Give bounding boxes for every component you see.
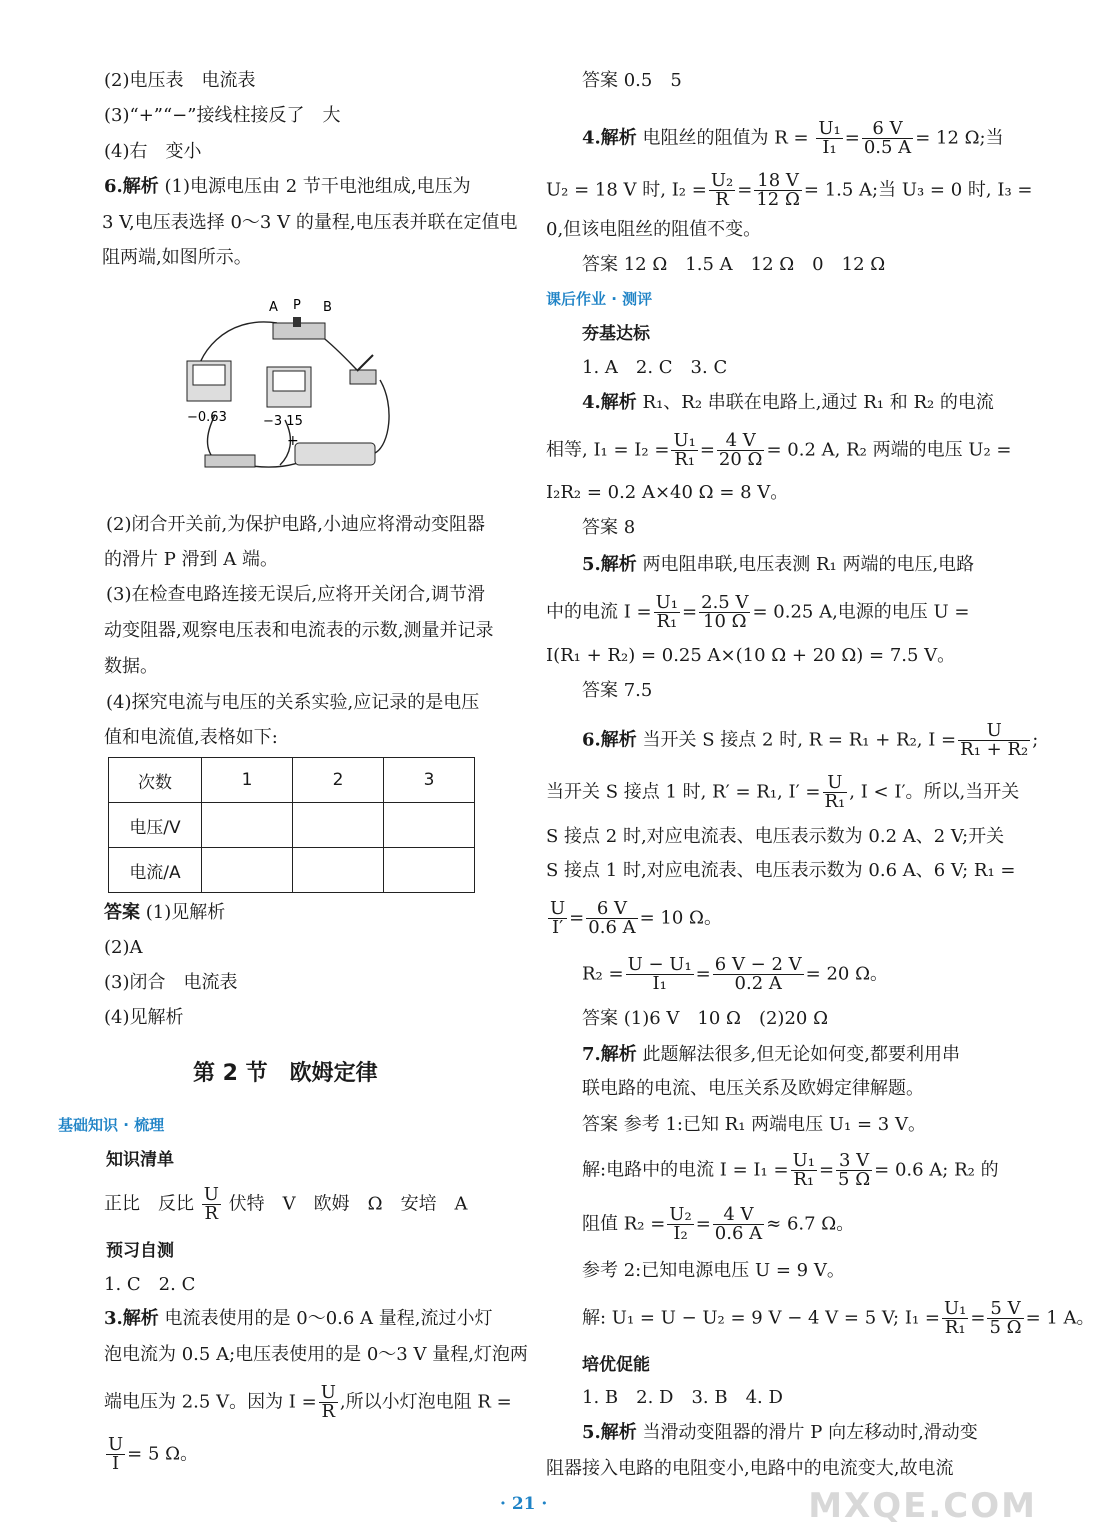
table-cell bbox=[293, 848, 384, 893]
table-cell: 3 bbox=[384, 758, 475, 803]
text-line: 4.解析 R₁、R₂ 串联在电路上,通过 R₁ 和 R₂ 的电流 bbox=[582, 392, 994, 413]
table-cell bbox=[384, 803, 475, 848]
analysis-tag: 解析 bbox=[122, 176, 159, 197]
text-line: S 接点 1 时,对应电流表、电压表示数为 0.6 A、6 V; R₁ = bbox=[546, 860, 1016, 881]
label-A: A bbox=[269, 300, 278, 315]
text-line: 阻两端,如图所示。 bbox=[102, 247, 252, 268]
label-P: P bbox=[293, 298, 301, 313]
text-line: 7.解析 此题解法很多,但无论如何变,都要利用串 bbox=[582, 1044, 960, 1065]
text-line: 数据。 bbox=[104, 656, 158, 677]
table-cell bbox=[202, 803, 293, 848]
answer-tag: 答案 bbox=[104, 902, 140, 923]
ammeter-terminals: −0.63 bbox=[187, 410, 227, 425]
text-line: (4)探究电流与电压的关系实验,应记录的是电压 bbox=[106, 692, 480, 713]
text-line: 解: U₁ = U − U₂ = 9 V − 4 V = 5 V; I₁ = $\frac{\text{U₁}}{\text{R₁}}$ = $\frac{5 V}{5 \Omega}$ = 1 A。 bbox=[582, 1298, 1095, 1338]
text-line: 阻器接入电路的电阻变小,电路中的电流变大,故电流 bbox=[546, 1458, 954, 1479]
answer-line: 答案 8 bbox=[582, 517, 636, 538]
section-label: 基础知识 · 梳理 bbox=[58, 1116, 165, 1134]
text-line: 4.解析 电阻丝的阻值为 R = $\frac{\text{U₁}}{\text{I₁}}$ = $\frac{6 V}{0.5 A}$ = 12 Ω;当 bbox=[582, 118, 1004, 158]
answer-line: 1. C 2. C bbox=[104, 1274, 196, 1295]
table-cell: 电压/V bbox=[109, 803, 202, 848]
text-line: (2)电压表 电流表 bbox=[104, 70, 256, 91]
text-line: 端电压为 2.5 V。因为 I = $\frac{U}{R}$ ,所以小灯泡电阻 R = bbox=[104, 1382, 512, 1422]
circuit-diagram bbox=[185, 295, 405, 480]
text-line: 值和电流值,表格如下: bbox=[104, 727, 278, 748]
answer-line: 答案 12 Ω 1.5 A 12 Ω 0 12 Ω bbox=[582, 254, 886, 275]
answer-line: (2)A bbox=[104, 937, 143, 958]
question-number: 6. bbox=[104, 176, 123, 197]
text-line: $\frac{U}{I}$ = 5 Ω。 bbox=[108, 1434, 199, 1474]
answer-line: 答案 7.5 bbox=[582, 680, 653, 701]
section-label: 课后作业 · 测评 bbox=[546, 290, 653, 308]
text-line: U₂ = 18 V 时, I₂ = $\frac{\text{U₂}}{R}$ = $\frac{18 V}{12 \Omega}$ = 1.5 A;当 U₃ = 0 时, I₃ = bbox=[546, 170, 1033, 210]
q3-line: 3.解析 电流表使用的是 0～0.6 A 量程,流过小灯 bbox=[104, 1308, 493, 1329]
table-cell: 电流/A bbox=[109, 848, 202, 893]
text-line: 参考 2:已知电源电压 U = 9 V。 bbox=[582, 1260, 845, 1281]
table-cell bbox=[293, 803, 384, 848]
answer-line: (3)闭合 电流表 bbox=[104, 972, 238, 993]
text-line: 5.解析 当滑动变阻器的滑片 P 向左移动时,滑动变 bbox=[582, 1422, 978, 1443]
table-row bbox=[109, 848, 475, 893]
answer-line: 1. B 2. D 3. B 4. D bbox=[582, 1387, 783, 1408]
answer-line: 答案 0.5 5 bbox=[582, 70, 682, 91]
answer-line: 答案 (1)6 V 10 Ω (2)20 Ω bbox=[582, 1008, 828, 1029]
resistor bbox=[205, 455, 255, 467]
answer-line: 1. A 2. C 3. C bbox=[582, 357, 728, 378]
battery-plus: + bbox=[287, 433, 299, 449]
q6-line: 6.解析 (1)电源电压由 2 节干电池组成,电压为 bbox=[104, 176, 471, 197]
table-cell: 1 bbox=[202, 758, 293, 803]
text-line: 的滑片 P 滑到 A 端。 bbox=[104, 549, 278, 570]
voltmeter-terminals: −3 15 bbox=[263, 414, 303, 429]
answer-line: 答案 (1)见解析 bbox=[104, 902, 226, 923]
subsection-label: 预习自测 bbox=[106, 1241, 174, 1261]
answer-line: (4)见解析 bbox=[104, 1007, 184, 1028]
battery bbox=[295, 443, 375, 465]
answer-line: 答案 参考 1:已知 R₁ 两端电压 U₁ = 3 V。 bbox=[582, 1114, 926, 1135]
text-line: 中的电流 I = $\frac{\text{U₁}}{\text{R₁}}$ = $\frac{2.5 V}{10 \Omega}$ = 0.25 A,电源的电压 U = bbox=[546, 592, 970, 632]
switch bbox=[350, 370, 376, 384]
text-line: R₂ = $\frac{\text{U − U₁}}{\text{I₁}}$ = $\frac{6 V - 2 V}{0.2 A}$ = 20 Ω。 bbox=[582, 954, 888, 994]
fraction: $\frac{U}{R}$ bbox=[203, 1184, 219, 1224]
knowledge-line: 正比 反比 $\frac{U}{R}$ 伏特 V 欧姆 Ω 安培 A bbox=[104, 1184, 468, 1224]
table-row bbox=[109, 803, 475, 848]
watermark: MXQE.COM bbox=[808, 1486, 1037, 1526]
text-line: 联电路的电流、电压关系及欧姆定律解题。 bbox=[582, 1078, 924, 1099]
text-line: 泡电流为 0.5 A;电压表使用的是 0～3 V 量程,灯泡两 bbox=[104, 1344, 528, 1365]
subsection-label: 培优促能 bbox=[582, 1355, 650, 1375]
subsection-label: 夯基达标 bbox=[582, 324, 650, 344]
data-table bbox=[108, 757, 475, 893]
text-line: 3 V,电压表选择 0～3 V 的量程,电压表并联在定值电 bbox=[102, 212, 518, 233]
table-cell: 次数 bbox=[109, 758, 202, 803]
table-cell bbox=[202, 848, 293, 893]
label-B: B bbox=[323, 300, 332, 315]
text-line: 5.解析 两电阻串联,电压表测 R₁ 两端的电压,电路 bbox=[582, 554, 975, 575]
text-line: S 接点 2 时,对应电流表、电压表示数为 0.2 A、2 V;开关 bbox=[546, 826, 1005, 847]
page-number: · 21 · bbox=[500, 1494, 548, 1514]
table-cell: 2 bbox=[293, 758, 384, 803]
text-line: (3)“+”“−”接线柱接反了 大 bbox=[104, 105, 341, 126]
subsection-label: 知识清单 bbox=[106, 1150, 174, 1170]
text-line: 解:电路中的电流 I = I₁ = $\frac{\text{U₁}}{\text{R₁}}$ = $\frac{3 V}{5 \Omega}$ = 0.6 A; R₂ 的 bbox=[582, 1150, 999, 1190]
text-line: 当开关 S 接点 1 时, R′ = R₁, I′ = $\frac{U}{\text{R₁}}$ , I < I′。所以,当开关 bbox=[546, 772, 1020, 812]
section-heading: 第 2 节 欧姆定律 bbox=[193, 1061, 378, 1086]
table-cell bbox=[384, 848, 475, 893]
text-line: $\frac{U}{I'}$ = $\frac{6 V}{0.6 A}$ = 10 Ω。 bbox=[550, 898, 722, 938]
text-line: 相等, I₁ = I₂ = $\frac{\text{U₁}}{\text{R₁}}$ = $\frac{4 V}{20 \Omega}$ = 0.2 A, R₂ 两端的电压 U₂ = bbox=[546, 430, 1012, 470]
text-line: 动变阻器,观察电压表和电流表的示数,测量并记录 bbox=[104, 620, 494, 641]
text-line: 6.解析 当开关 S 接点 2 时, R = R₁ + R₂, I = $\frac{U}{\text{R₁ + R₂}}$ ; bbox=[582, 720, 1039, 760]
text-line: (4)右 变小 bbox=[104, 141, 202, 162]
table-row bbox=[109, 758, 475, 803]
text-line: (3)在检查电路连接无误后,应将开关闭合,调节滑 bbox=[106, 584, 485, 605]
text-line: 0,但该电阻丝的阻值不变。 bbox=[546, 219, 762, 240]
text-line: I₂R₂ = 0.2 A×40 Ω = 8 V。 bbox=[546, 482, 789, 503]
text-line: I(R₁ + R₂) = 0.25 A×(10 Ω + 20 Ω) = 7.5 V。 bbox=[546, 645, 956, 666]
text-line: 阻值 R₂ = $\frac{\text{U₂}}{\text{I₂}}$ = $\frac{4 V}{0.6 A}$ ≈ 6.7 Ω。 bbox=[582, 1204, 855, 1244]
text-line: (2)闭合开关前,为保护电路,小迪应将滑动变阻器 bbox=[106, 514, 485, 535]
